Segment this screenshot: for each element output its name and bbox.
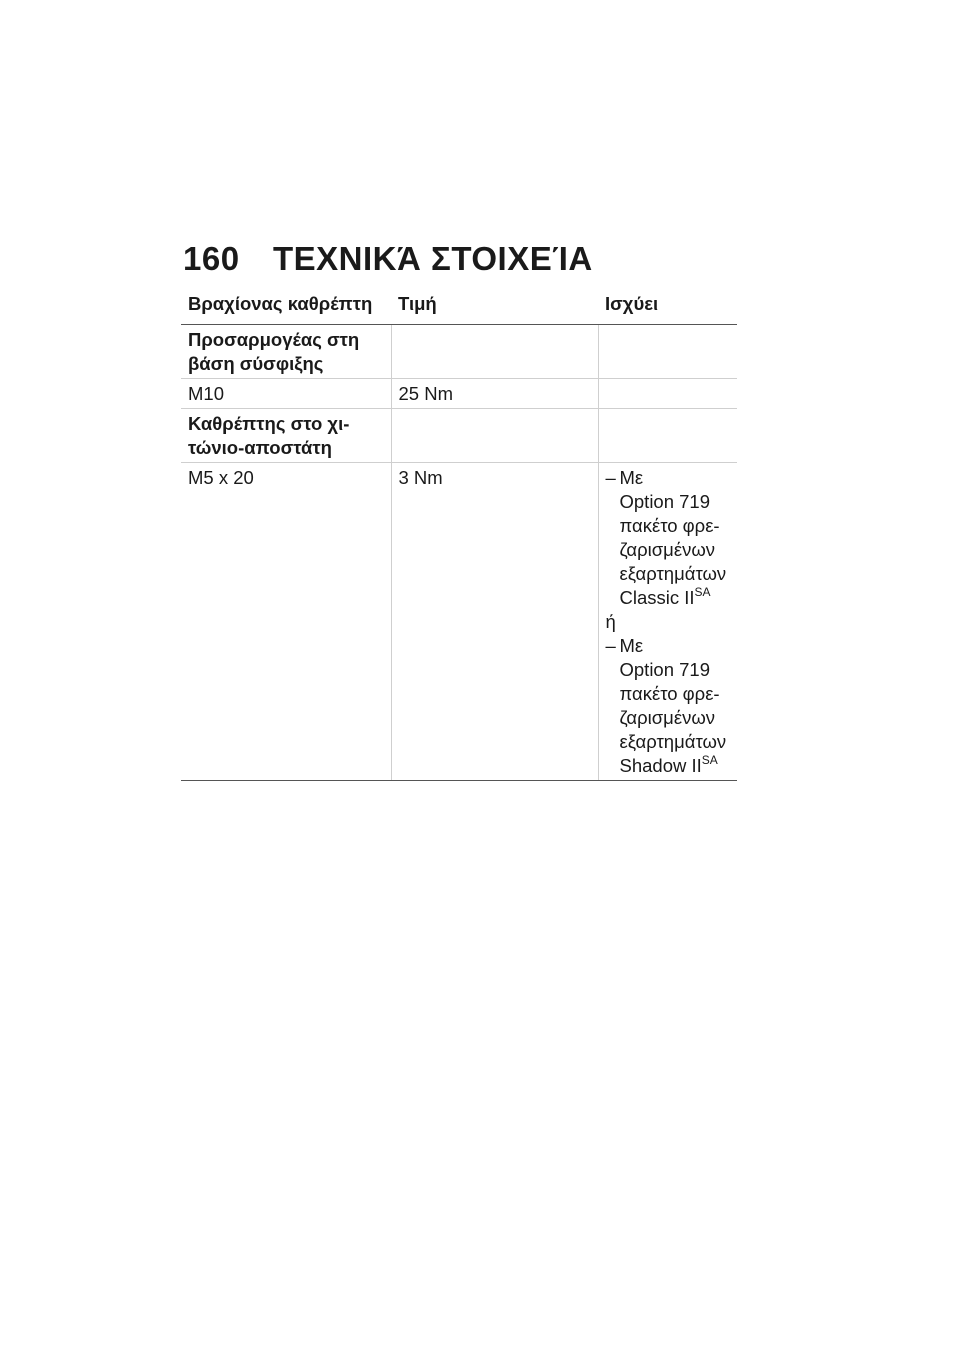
page-title: ΤΕΧΝΙΚΆ ΣΤΟΙΧΕΊΑ: [273, 240, 593, 277]
sa-superscript: SA: [701, 753, 718, 767]
row-applies: [598, 463, 737, 781]
column-header-applies: Ισχύει: [598, 286, 737, 325]
column-header-mirror-arm: Βραχίονας καθρέπτη: [181, 286, 391, 325]
row-item: M10: [181, 379, 391, 409]
table-row: [181, 379, 737, 409]
table-header-row: [181, 286, 737, 325]
row-item: M5 x 20: [181, 463, 391, 781]
applies-list-item: – Με Option 719 πακέτο φρε- ζαρισμένων εξαρτημάτων Classic $II^{SA}$: [605, 467, 727, 608]
dash-bullet: –: [605, 635, 616, 656]
dash-bullet: –: [605, 467, 616, 488]
page-number: 160: [183, 240, 240, 277]
table-group-row: [181, 325, 737, 379]
page-header: [183, 240, 593, 278]
row-value: 25 Nm: [391, 379, 598, 409]
group-label: Προσαρμογέας στη βάση σύσφιξης: [181, 325, 391, 379]
spec-table: [181, 286, 737, 781]
sa-superscript: SA: [694, 585, 711, 599]
table-row: [181, 463, 737, 781]
group-label: Καθρέπτης στο χι- τώνιο-αποστάτη: [181, 409, 391, 463]
table-group-row: [181, 409, 737, 463]
applies-list-item: – Με Option 719 πακέτο φρε- ζαρισμένων εξαρτημάτων Shadow $II^{SA}$: [605, 635, 727, 776]
column-header-value: Τιμή: [391, 286, 598, 325]
or-separator: ή: [605, 611, 616, 632]
row-value: 3 Nm: [391, 463, 598, 781]
